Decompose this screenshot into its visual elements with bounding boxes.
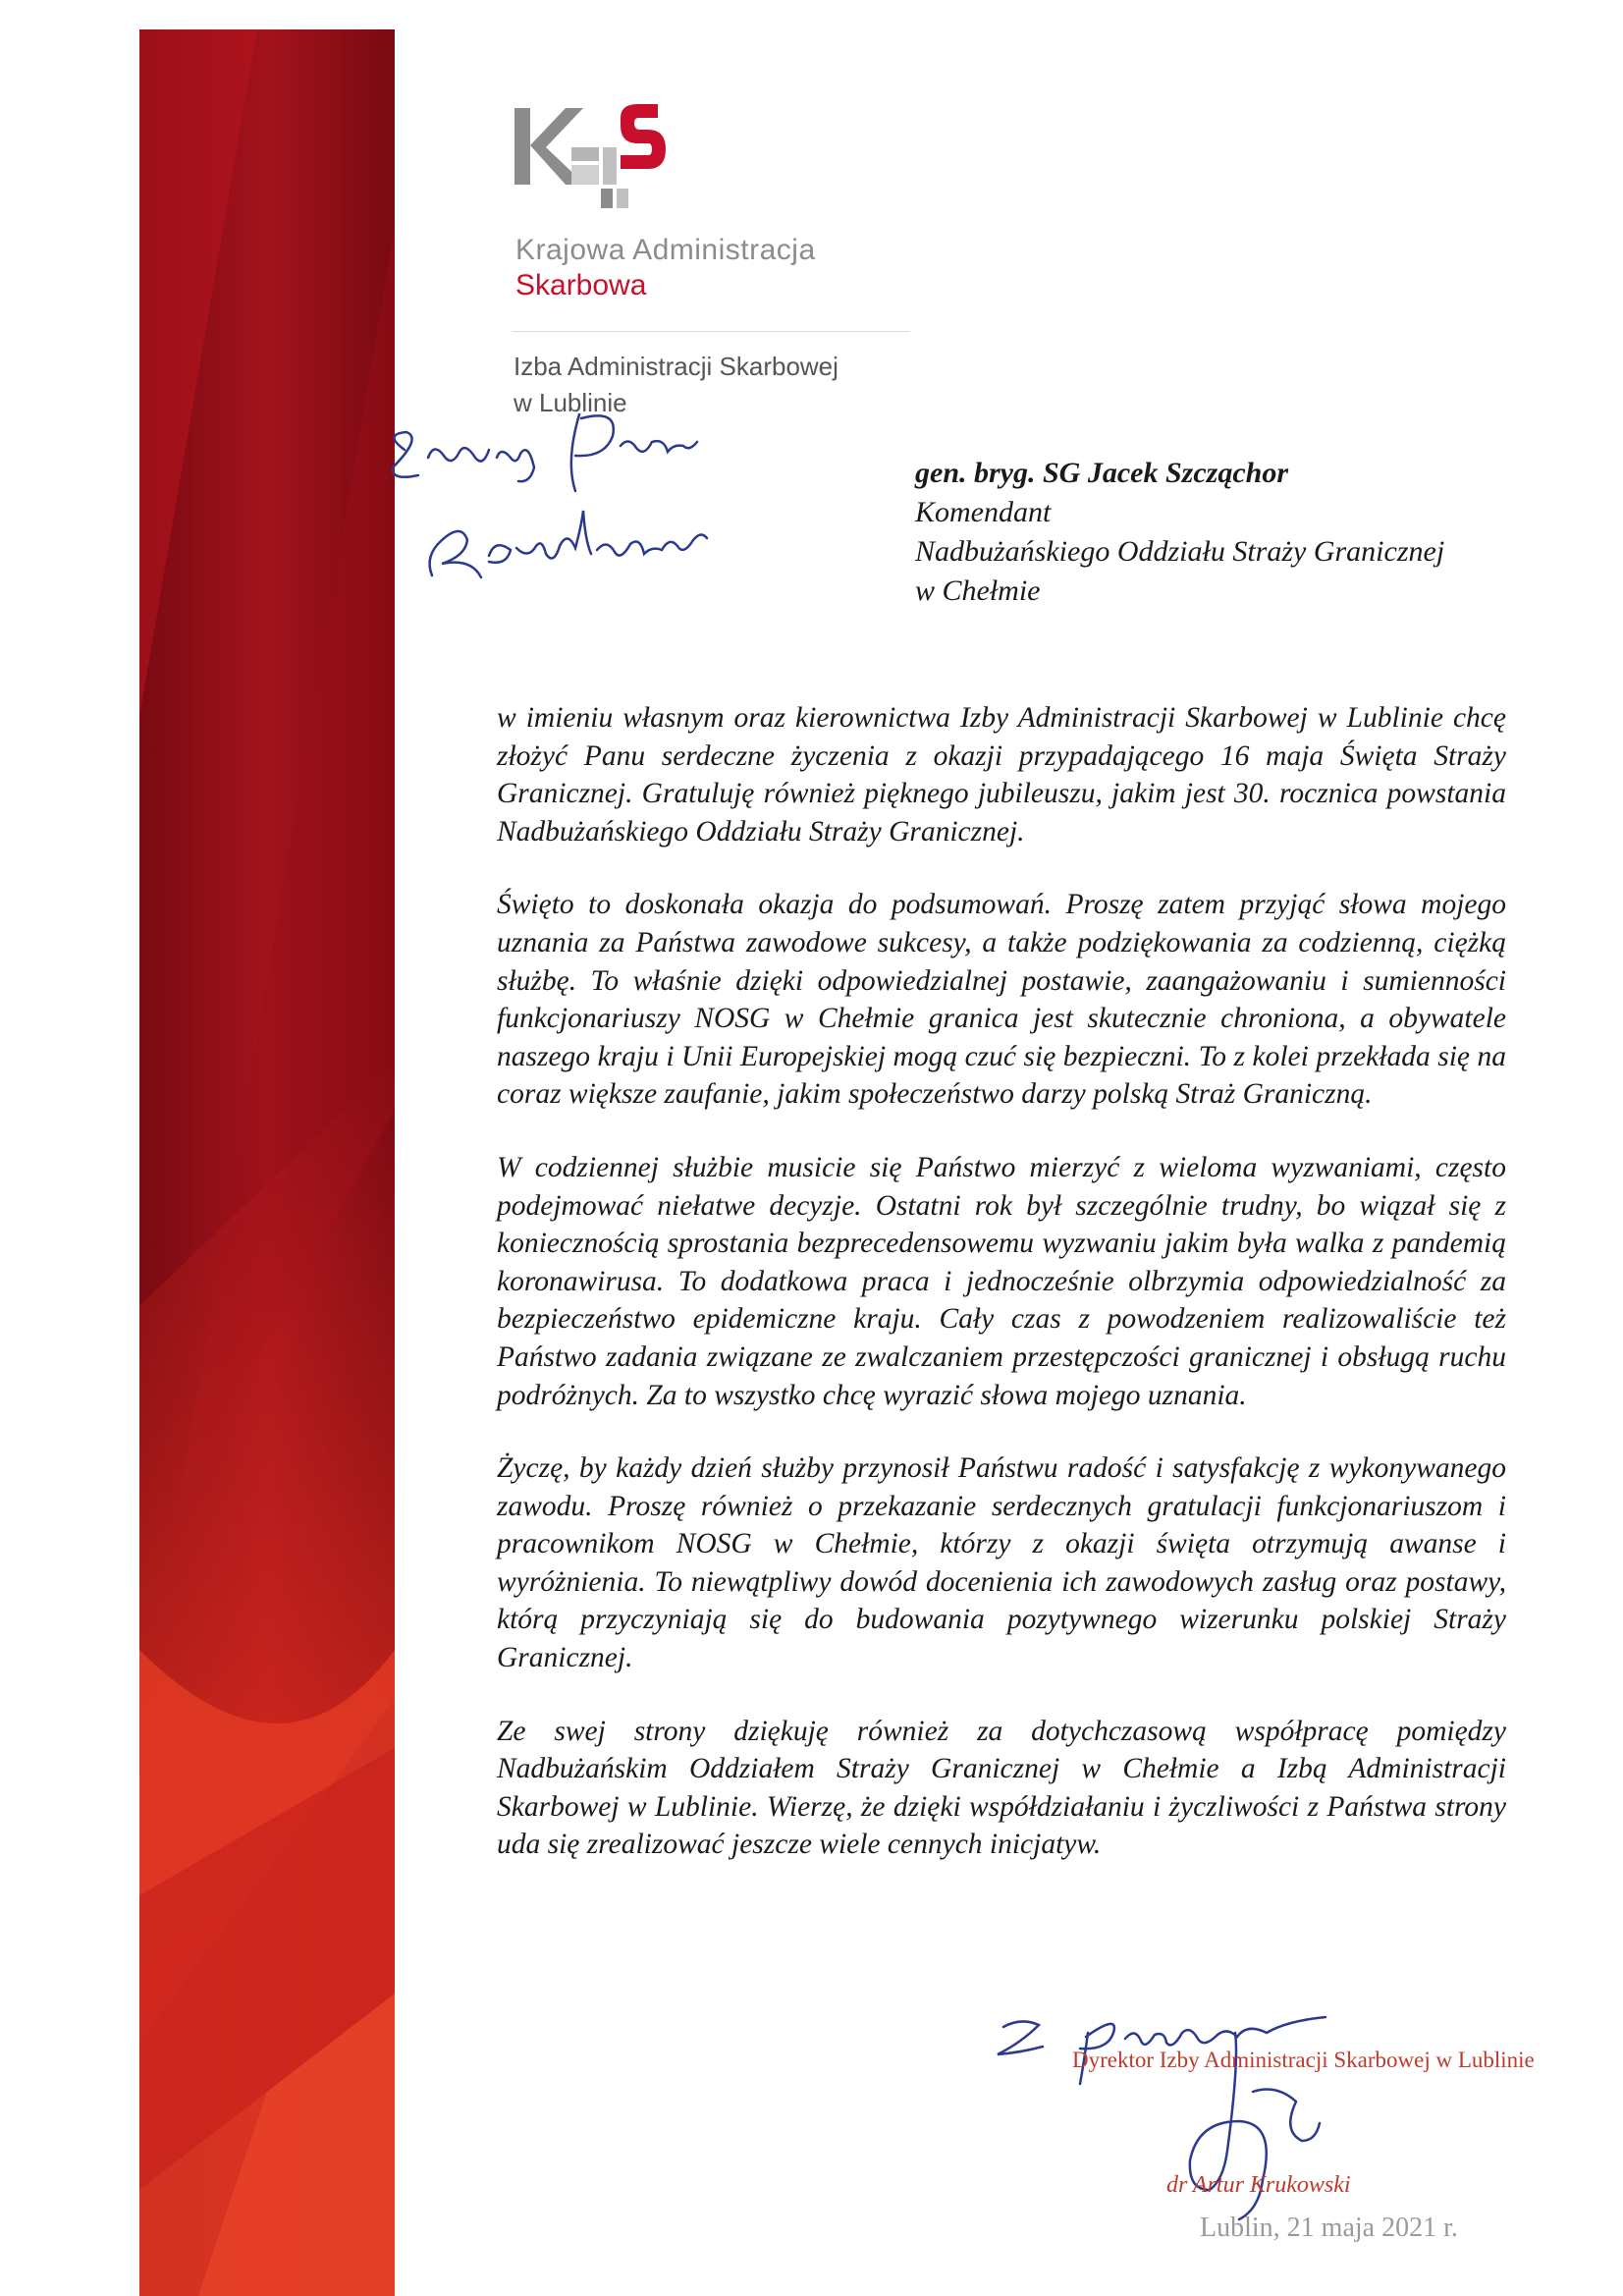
recipient-place: w Chełmie — [915, 574, 1041, 607]
logo-divider — [513, 331, 910, 332]
paragraph: W codziennej służbie musicie się Państwo mierzyć z wieloma wyzwaniami, często podejmować niełatwe decyzje. Ostatni rok był szczególnie trudny, bo wiązał się z koniecznością sprostania bezprecedensowemu wyzwaniu jakim była walka z pandemią koronawirusa. To dodatkowa praca i jednocześnie olbrzymia odpowiedzialność za bezpieczeństwo epidemiczne kraju. Cały czas z powodzeniem realizowaliście też Państwo zadania związane ze zwalczaniem przestępczości granicznej i obsługą ruchu podróżnych. Za to wszystko chcę wyrazić słowa mojego uznania. — [497, 1151, 1506, 1411]
kas-logo — [511, 98, 687, 216]
organization-name-line1: Izba Administracji Skarbowej — [514, 352, 839, 381]
paragraph: Życzę, by każdy dzień służby przynosił Państwu radość i satysfakcję z wykonywanego zawodu. Proszę również o przekazanie serdecznych gratulacji funkcjonariuszom i pracownikom NOSG w Chełmie, którzy z okazji święta otrzymują awanse i wyróżnienia. To niewątpliwy dowód docenienia ich zawodowych zasług oraz postawy, którą przyczyniają się do budowania pozytywnego wizerunku polskiej Straży Granicznej. — [497, 1452, 1506, 1674]
handwritten-greeting — [373, 373, 785, 609]
letter-body — [497, 699, 1506, 1899]
signature-stamp-name: dr Artur Krukowski — [1166, 2172, 1351, 2198]
agency-name-line2: Skarbowa — [515, 269, 647, 301]
recipient-block — [915, 454, 1444, 611]
paragraph: Ze swej strony dziękuję również za dotychczasową współpracę pomiędzy Nadbużańskim Oddziałem Straży Granicznej w Chełmie a Izbą Administracji Skarbowej w Lublinie. Wierzę, że dzięki współdziałaniu i życzliwości z Państwa strony uda się zrealizować jeszcze wiele cennych inicjatyw. — [497, 1715, 1506, 1861]
organization-name-line2: w Lublinie — [514, 388, 627, 417]
paragraph: w imieniu własnym oraz kierownictwa Izby Administracji Skarbowej w Lublinie chcę złożyć Panu serdeczne życzenia z okazji przypadającego 16 maja Święta Straży Granicznej. Gratuluję również pięknego jubileuszu, jakim jest 30. rocznica powstania Nadbużańskiego Oddziału Straży Granicznej. — [497, 702, 1506, 847]
red-decorative-band — [139, 29, 395, 2296]
signature-stamp-title: Dyrektor Izby Administracji Skarbowej w Lublinie — [1072, 2048, 1535, 2072]
recipient-unit: Nadbużańskiego Oddziału Straży Granicznej — [915, 535, 1445, 568]
agency-name-line1: Krajowa Administracja — [515, 234, 816, 266]
place-and-date: Lublin, 21 maja 2021 r. — [1200, 2213, 1458, 2243]
paragraph: Święto to doskonała okazja do podsumowań. Proszę zatem przyjąć słowa mojego uznania za Państwa zawodowe sukcesy, a także podziękowania za codzienną, ciężką służbę. To właśnie dzięki odpowiedzialnej postawie, zaangażowaniu i sumienności funkcjonariuszy NOSG w Chełmie granica jest skutecznie chroniona, a obywatele naszego kraju i Unii Europejskiej mogą czuć się bezpieczni. To z kolei przekłada się na coraz większe zaufanie, jakim społeczeństwo darzy polską Straż Graniczną. — [497, 889, 1506, 1111]
recipient-title: Komendant — [915, 496, 1052, 528]
recipient-name: gen. bryg. SG Jacek Szcząchor — [915, 457, 1288, 489]
